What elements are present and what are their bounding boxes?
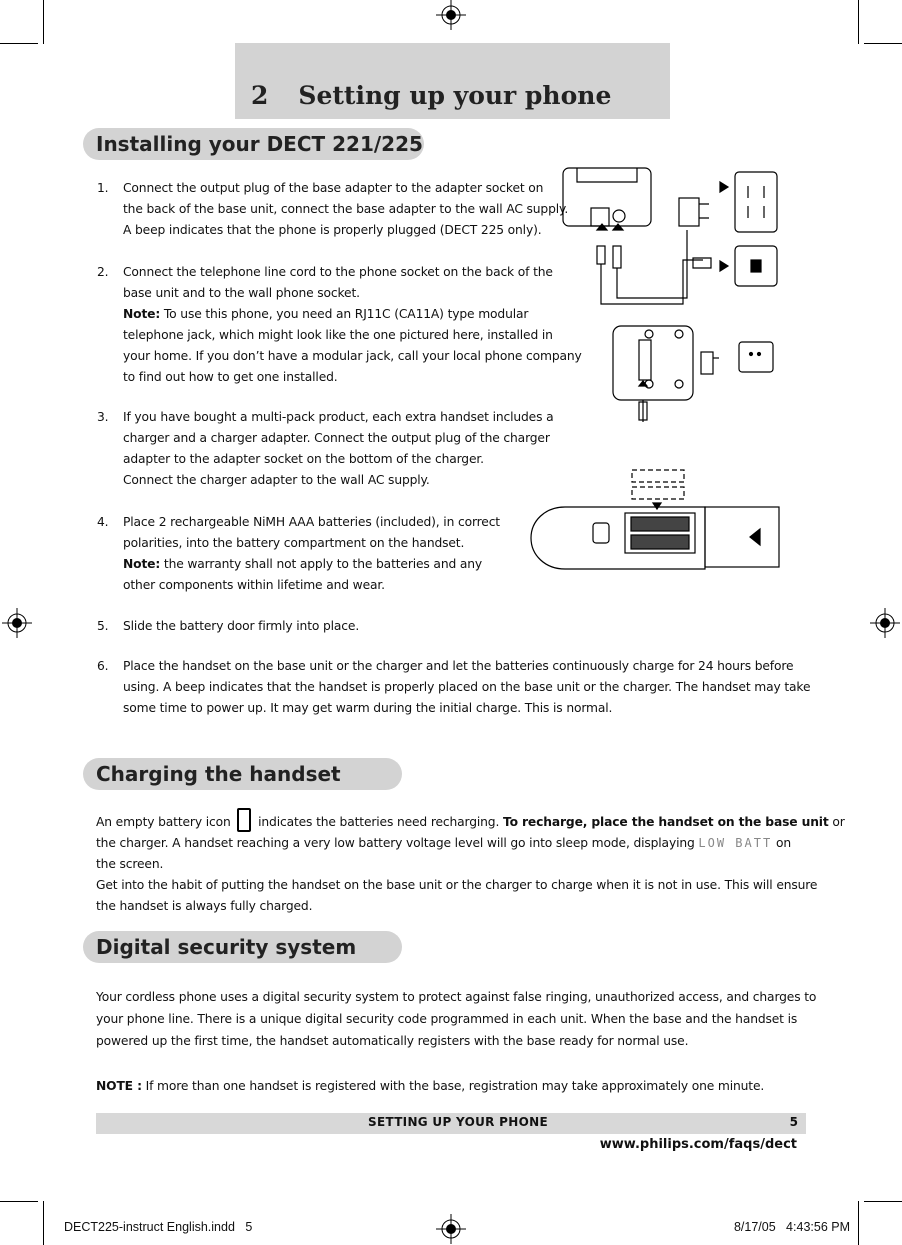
crop-mark — [43, 0, 44, 44]
note-line — [123, 554, 500, 575]
crop-mark — [0, 43, 38, 44]
charger-connection-illustration — [605, 322, 775, 442]
chapter-number: 2 — [251, 81, 269, 110]
text-line: some time to power up. It may get warm during the initial charge. This is normal. — [123, 701, 613, 715]
text-line: Connect the charger adapter to the wall AC supply. — [123, 473, 430, 487]
crop-mark — [864, 43, 902, 44]
registration-mark-icon — [436, 1214, 466, 1244]
text-line: Connect the output plug of the base adapter to the adapter socket on — [123, 181, 544, 195]
item-number: 4. — [97, 515, 109, 529]
text-bold: To recharge, place the handset on the base unit — [502, 815, 829, 829]
note-label: Note: — [123, 557, 161, 571]
text: indicates the batteries need recharging. — [254, 815, 503, 829]
registration-mark-icon — [870, 608, 900, 638]
base-unit-connection-illustration — [555, 160, 785, 310]
list-item — [97, 616, 360, 637]
registration-mark-icon — [2, 608, 32, 638]
empty-battery-icon — [237, 808, 251, 832]
footer-url[interactable]: www.philips.com/faqs/dect — [599, 1137, 797, 1152]
text-line: Connect the telephone line cord to the phone socket on the back of the — [123, 265, 553, 279]
text: An empty battery icon — [96, 815, 235, 829]
text-line: Place the handset on the base unit or the charger and let the batteries continuously charge for 24 hours before — [123, 659, 794, 673]
crop-mark — [43, 1201, 44, 1245]
text: on — [772, 836, 791, 850]
slug-timestamp: 8/17/05 4:43:56 PM — [733, 1220, 850, 1234]
note-line — [123, 304, 582, 325]
text-line: using. A beep indicates that the handset is properly placed on the base unit or the charger. The handset may take — [123, 680, 811, 694]
footer-section-title: SETTING UP YOUR PHONE — [368, 1115, 548, 1129]
section-heading-installing: Installing your DECT 221/225 — [83, 128, 424, 160]
chapter-title — [251, 81, 611, 110]
text-line: base unit and to the wall phone socket. — [123, 286, 360, 300]
text-line: the back of the base unit, connect the base adapter to the wall AC supply. — [123, 202, 569, 216]
text-line: your home. If you don’t have a modular jack, call your local phone company — [123, 349, 582, 363]
list-item — [97, 656, 811, 719]
text: or — [828, 815, 845, 829]
crop-mark — [858, 1201, 859, 1245]
text-line: Place 2 rechargeable NiMH AAA batteries (included), in correct — [123, 515, 500, 529]
security-note — [96, 1076, 764, 1097]
crop-mark — [858, 0, 859, 44]
text-line: to find out how to get one installed. — [123, 370, 338, 384]
lcd-low-batt-display: LOW BATT — [698, 836, 773, 850]
note-label: NOTE : — [96, 1079, 142, 1093]
list-item — [97, 512, 500, 596]
footer-bar — [96, 1113, 806, 1134]
list-item — [97, 407, 554, 491]
text-line: other components within lifetime and wear. — [123, 578, 385, 592]
crop-mark — [0, 1201, 38, 1202]
charging-paragraph — [96, 808, 845, 917]
section-heading-security: Digital security system — [83, 931, 402, 963]
item-number: 5. — [97, 619, 109, 633]
text: the charger. A handset reaching a very low battery voltage level will go into sleep mode, displaying — [96, 836, 699, 850]
chapter-title-text: Setting up your phone — [298, 81, 612, 110]
registration-mark-icon — [436, 0, 466, 30]
text-line: Slide the battery door firmly into place. — [123, 619, 360, 633]
note-label: Note: — [123, 307, 161, 321]
item-number: 3. — [97, 410, 109, 424]
item-number: 2. — [97, 265, 109, 279]
security-paragraph — [96, 986, 816, 1052]
text-line: adapter to the adapter socket on the bottom of the charger. — [123, 452, 484, 466]
battery-installation-illustration — [525, 465, 785, 575]
text-line: powered up the first time, the handset automatically registers with the base ready for normal use. — [96, 1034, 689, 1048]
text-line: telephone jack, which might look like the one pictured here, installed in — [123, 328, 553, 342]
text: If more than one handset is registered with the base, registration may take approximately one minute. — [141, 1079, 765, 1093]
section-heading-charging: Charging the handset — [83, 758, 402, 790]
text-line: the handset is always fully charged. — [96, 899, 313, 913]
text-line: charger and a charger adapter. Connect the output plug of the charger — [123, 431, 550, 445]
slug-filename: DECT225-instruct English.indd 5 — [64, 1220, 253, 1234]
text-line: the warranty shall not apply to the batteries and any — [160, 557, 483, 571]
crop-mark — [864, 1201, 902, 1202]
text-line: Your cordless phone uses a digital security system to protect against false ringing, unauthorized access, and charges to — [96, 990, 817, 1004]
list-item — [97, 262, 582, 388]
item-number: 6. — [97, 659, 109, 673]
text-line: If you have bought a multi-pack product, each extra handset includes a — [123, 410, 554, 424]
text-line: the screen. — [96, 857, 164, 871]
text-line: A beep indicates that the phone is properly plugged (DECT 225 only). — [123, 223, 542, 237]
text-line: your phone line. There is a unique digital security code programmed in each unit. When the base and the handset is — [96, 1012, 798, 1026]
item-number: 1. — [97, 181, 109, 195]
chapter-header — [235, 43, 670, 119]
text-line: polarities, into the battery compartment on the handset. — [123, 536, 465, 550]
text-line: Get into the habit of putting the handset on the base unit or the charger to charge when it is not in use. This will ensure — [96, 878, 818, 892]
text-line: To use this phone, you need an RJ11C (CA11A) type modular — [160, 307, 529, 321]
list-item — [97, 178, 569, 241]
page-number: 5 — [789, 1115, 798, 1129]
